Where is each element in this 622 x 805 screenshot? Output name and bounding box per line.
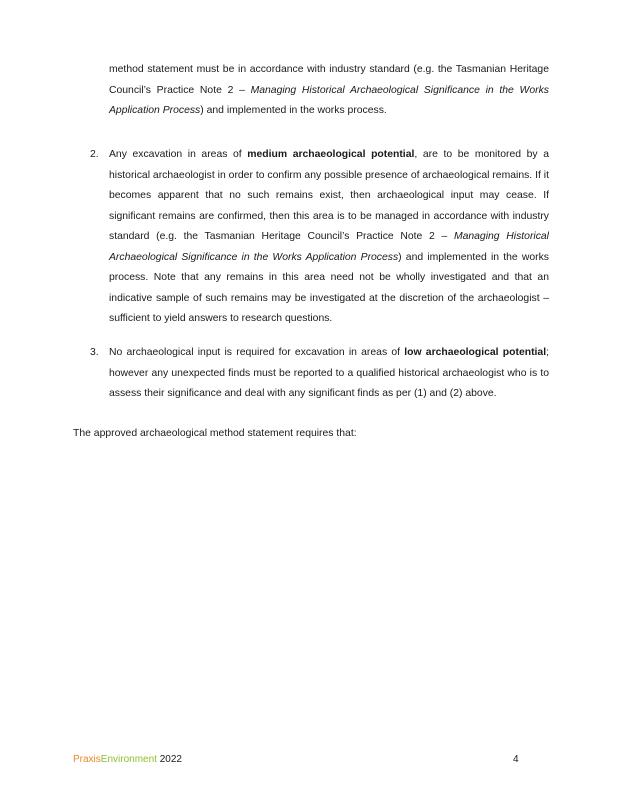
medium-potential-term: medium archaeological potential — [247, 149, 415, 160]
paragraph-text: No archaeological input is required for excavation in areas of — [109, 347, 405, 358]
paragraph-text: ) and implemented in the works process. — [200, 105, 387, 116]
paragraph-continuation — [109, 60, 549, 122]
list-number-2: 2. — [90, 149, 99, 160]
paragraph-text: , are to be monitored by a historical archaeologist in order to confirm any possible presence of archaeological remains. If it becomes apparent that no such remains exist, then archaeological input may cease. If significant remains are confirmed, then this area is to be managed in accordance with industry standard (e.g. the Tasmanian Heritage Council’s Practice Note 2 – — [109, 149, 549, 242]
paragraph-text: ; however any unexpected finds must be reported to a qualified historical archaeologist who is to assess their significance and deal with any significant finds as per (1) and (2) above. — [109, 347, 549, 399]
paragraph-text: ) and implemented in the works process. Note that any remains in this area need not be wholly investigated and that an indicative sample of such remains may be investigated at the discretion of the archaeologist – sufficient to yield answers to research questions. — [109, 251, 549, 324]
closing-sentence: The approved archaeological method statement requires that: — [73, 428, 357, 439]
paragraph-text: method statement must be in accordance with industry standard (e.g. the Tasmanian Heritage Council’s Practice Note 2 – — [109, 64, 549, 96]
practice-note-title: Managing Historical Archaeological Significance in the Works Application Process — [109, 84, 549, 116]
list-item-2 — [109, 145, 549, 330]
list-number-3: 3. — [90, 347, 99, 358]
low-potential-term: low archaeological potential — [404, 347, 547, 358]
page-number: 4 — [513, 754, 519, 765]
list-item-3 — [109, 343, 549, 405]
brand-environment: Environment — [100, 754, 157, 765]
brand-praxis: Praxis — [73, 754, 101, 765]
practice-note-title: Managing Historical Archaeological Significance in the Works Application Process — [109, 231, 549, 263]
footer-brand — [73, 754, 182, 765]
footer-year: 2022 — [156, 754, 182, 765]
paragraph-text: Any excavation in areas of — [109, 149, 248, 160]
